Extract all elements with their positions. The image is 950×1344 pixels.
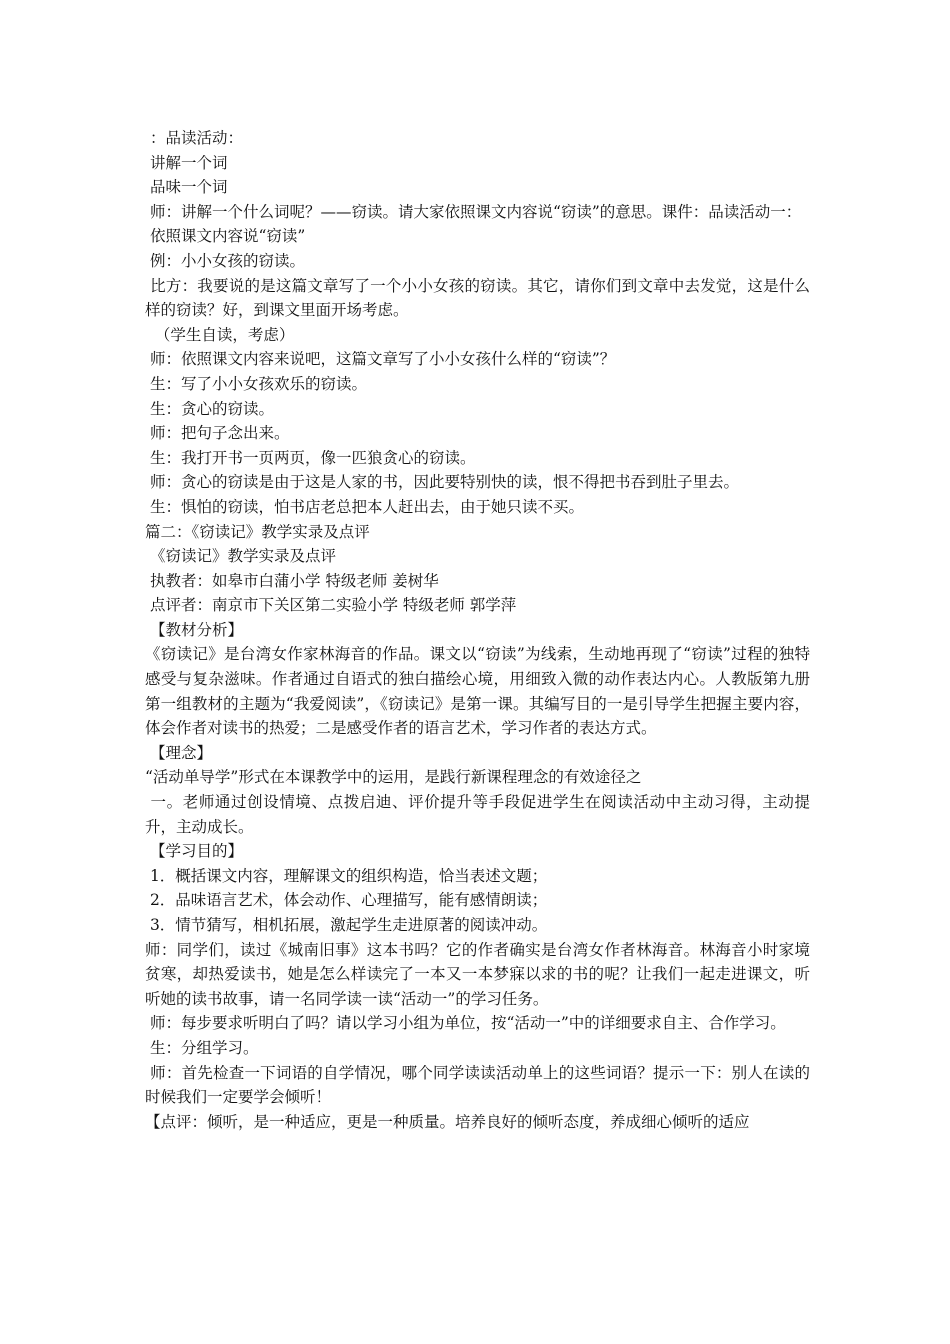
text-line-33: 【点评：倾听，是一种适应，更是一种质量。培养良好的倾听态度，养成细心倾听的适应 [145, 1112, 750, 1131]
text-line-26: 1．概括课文内容，理解课文的组织构造，恰当表述文题； [145, 866, 548, 885]
text-line-9: 师：依照课文内容来说吧，这篇文章写了小小女孩什么样的“窃读”？ [145, 350, 616, 369]
text-line-2: 讲解一个词 [145, 153, 228, 172]
text-line-24: 一。老师通过创设情境、点拨启迪、评价提升等手段促进学生在阅读活动中主动习得，主动提升，主动成长。 [145, 793, 810, 836]
text-line-8: （学生自读，考虑） [145, 325, 295, 344]
text-line-10: 生：写了小小女孩欢乐的窃读。 [145, 374, 367, 393]
text-line-17: 《窃读记》教学实录及点评 [145, 547, 336, 566]
text-line-18: 执教者：如皋市白蒲小学 特级老师 姜树华 [145, 571, 439, 590]
text-line-3: 品味一个词 [145, 178, 228, 197]
text-line-15: 生：惧怕的窃读，怕书店老总把本人赶出去，由于她只读不买。 [145, 497, 584, 516]
text-line-6: 例：小小女孩的窃读。 [145, 251, 305, 270]
text-line-22: 【理念】 [145, 743, 212, 762]
text-line-25: 【学习目的】 [145, 842, 243, 861]
text-line-7: 比方：我要说的是这篇文章写了一个小小女孩的窃读。其它，请你们到文章中去发觉，这是什么样的窃读？好，到课文里面开场考虑。 [145, 276, 810, 320]
text-line-31: 生：分组学习。 [145, 1038, 259, 1057]
text-line-30: 师：每步要求听明白了吗？请以学习小组为单位，按“活动一”中的详细要求自主、合作学习。 [145, 1014, 786, 1033]
text-line-32: 师：首先检查一下词语的自学情况，哪个同学读读活动单上的这些词语？提示一下：别人在读的时候我们一定要学会倾听！ [145, 1063, 810, 1107]
text-line-13: 生：我打开书一页两页，像一匹狼贪心的窃读。 [145, 448, 476, 467]
text-line-12: 师：把句子念出来。 [145, 424, 290, 443]
text-line-11: 生：贪心的窃读。 [145, 399, 274, 418]
text-line-20: 【教材分析】 [145, 620, 243, 639]
text-line-21: 《窃读记》是台湾女作家林海音的作品。课文以“窃读”为线索，生动地再现了“窃读”过程的独特感受与复杂滋味。作者通过自语式的独白描绘心境，用细致入微的动作表达内心。人教版第九册第一组教材的主题为“我爱阅读”，《窃读记》是第一课。其编写目的一是引导学生把握主要内容，体会作者对读书的热爱；二是感受作者的语言艺术，学习作者的表达方式。 [145, 645, 810, 738]
text-line-5: 依照课文内容说“窃读” [145, 227, 306, 246]
text-line-4: 师：讲解一个什么词呢？——窃读。请大家依照课文内容说“窃读”的意思。课件：品读活动一： [145, 202, 802, 221]
text-line-14: 师：贪心的窃读是由于这是人家的书，因此要特别快的读，恨不得把书吞到肚子里去。 [145, 473, 739, 492]
text-line-1: ：品读活动： [145, 129, 243, 147]
text-line-23: “活动单导学”形式在本课教学中的运用，是践行新课程理念的有效途径之 [145, 768, 642, 787]
text-line-27: 2．品味语言艺术，体会动作、心理描写，能有感情朗读； [145, 891, 548, 910]
text-line-29: 师：同学们，读过《城南旧事》这本书吗？它的作者确实是台湾女作者林海音。林海音小时家境贫寒，却热爱读书，她是怎么样读完了一本又一本梦寐以求的书的呢？让我们一起走进课文，听听她的读书故事，请一名同学读一读“活动一”的学习任务。 [145, 940, 810, 1008]
document-page [145, 126, 810, 1134]
section-heading: 篇二：《窃读记》教学实录及点评 [145, 522, 370, 541]
text-line-28: 3．情节猜写，相机拓展，激起学生走进原著的阅读冲动。 [145, 916, 548, 934]
text-line-19: 点评者：南京市下关区第二实验小学 特级老师 郭学萍 [145, 596, 517, 615]
